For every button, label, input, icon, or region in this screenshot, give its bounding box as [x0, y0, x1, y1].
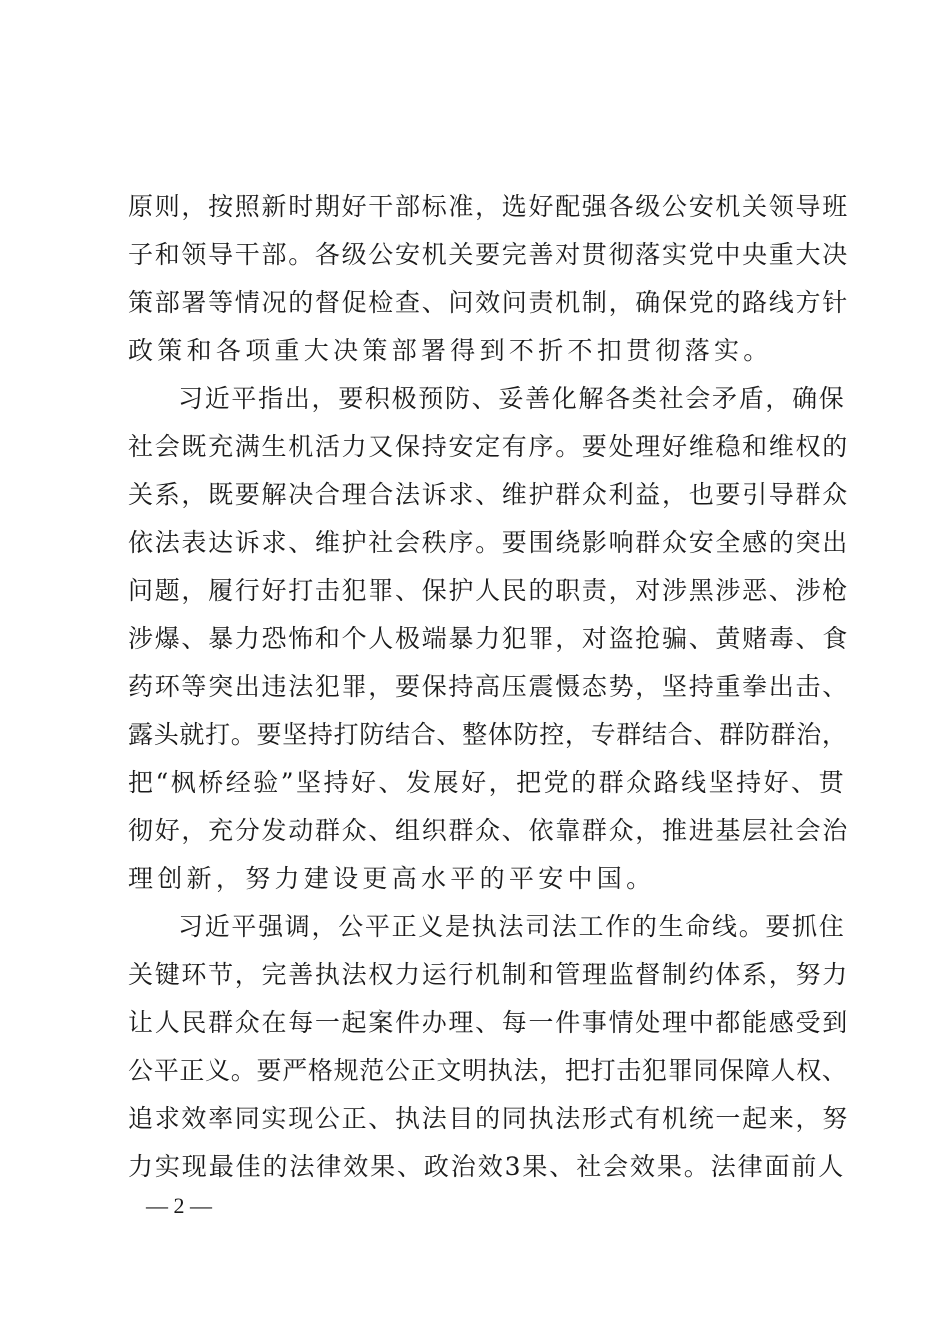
text-line: 彻好，充分发动群众、组织群众、依靠群众，推进基层社会治	[128, 816, 849, 845]
paragraph-first-line: 习近平强调，公平正义是执法司法工作的生命线。要抓住	[178, 912, 846, 941]
text-line: 原则，按照新时期好干部标准，选好配强各级公安机关领导班	[128, 192, 849, 221]
page-number: — 2 —	[146, 1193, 212, 1218]
text-line: 社会既充满生机活力又保持安定有序。要处理好维稳和维权的	[128, 432, 849, 461]
text-line: 关键环节，完善执法权力运行机制和管理监督制约体系，努力	[128, 960, 849, 989]
text-line: 子和领导干部。各级公安机关要完善对贯彻落实党中央重大决	[128, 240, 849, 269]
text-line: 让人民群众在每一起案件办理、每一件事情处理中都能感受到	[128, 1008, 849, 1037]
text-line: 把“枫桥经验”坚持好、发展好，把党的群众路线坚持好、贯	[128, 768, 847, 797]
text-line: 问题，履行好打击犯罪、保护人民的职责，对涉黑涉恶、涉枪	[128, 576, 849, 605]
text-line: 依法表达诉求、维护社会秩序。要围绕影响群众安全感的突出	[128, 528, 849, 557]
paragraph-first-line: 习近平指出，要积极预防、妥善化解各类社会矛盾，确保	[178, 384, 846, 413]
text-line: 涉爆、暴力恐怖和个人极端暴力犯罪，对盗抢骗、黄赌毒、食	[128, 624, 849, 653]
text-line: 政策和各项重大决策部署得到不折不扣贯彻落实。	[128, 336, 773, 365]
text-line: 药环等突出违法犯罪，要保持高压震慑态势，坚持重拳出击、	[128, 672, 849, 701]
text-line: 露头就打。要坚持打防结合、整体防控，专群结合、群防群治，	[128, 720, 848, 749]
text-line: 理创新，努力建设更高水平的平安中国。	[128, 864, 656, 893]
text-line: 关系，既要解决合理合法诉求、维护群众利益，也要引导群众	[128, 480, 849, 509]
text-line: 公平正义。要严格规范公正文明执法，把打击犯罪同保障人权、	[128, 1056, 848, 1085]
text-line: 策部署等情况的督促检查、问效问责机制，确保党的路线方针	[128, 288, 849, 317]
text-line: 追求效率同实现公正、执法目的同执法形式有机统一起来，努	[128, 1104, 849, 1133]
text-line: 力实现最佳的法律效果、政治效3果、社会效果。法律面前人	[128, 1152, 846, 1181]
